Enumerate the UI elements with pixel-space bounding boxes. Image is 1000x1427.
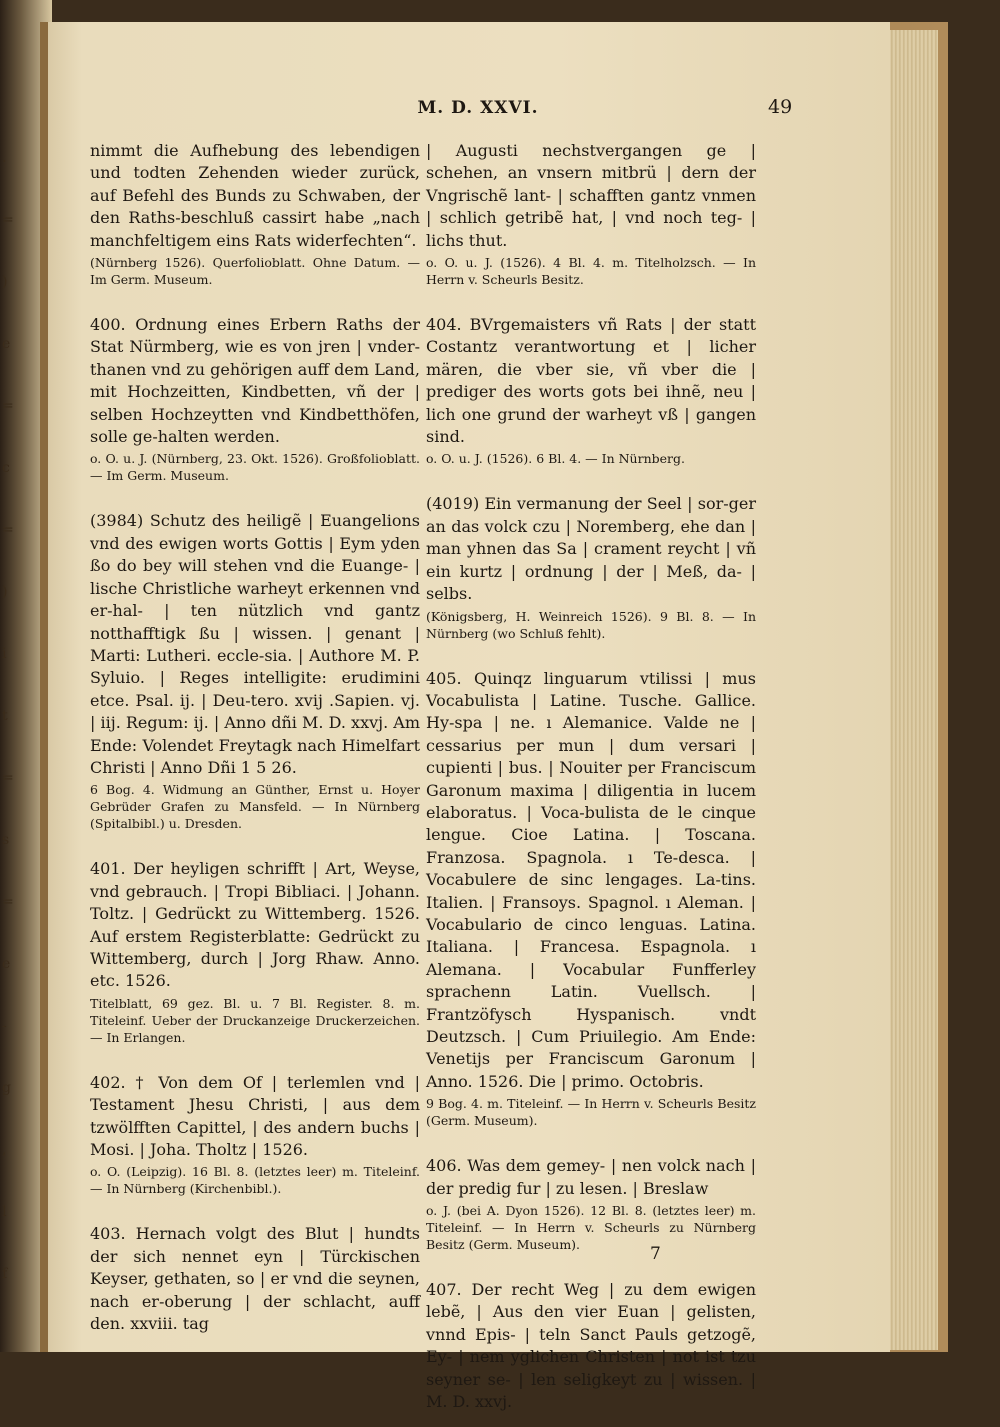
book-page bbox=[48, 22, 890, 1412]
margin-mark: g bbox=[2, 1080, 11, 1096]
entry-note: o. J. (bei A. Dyon 1526). 12 Bl. 8. (letztes leer) m. Titeleinf. — In Herrn v. Scheurls zu Nürnberg Besitz (Germ. Museum). bbox=[426, 1203, 756, 1253]
entry-403-continued bbox=[426, 140, 756, 288]
running-head: M. D. XXVI. bbox=[417, 98, 539, 118]
entry-401 bbox=[90, 858, 420, 1045]
entry-body: 407. Der recht Weg | zu dem ewigen lebẽ, | Aus den vier Euan | gelisten, vnnd Epis- | teln Sanct Pauls getzogẽ, Ey- | nem yglichen Christen | not ist tzu seyner se- | len seligkeyt zu | wissen. | M. D. xxvj. bbox=[426, 1280, 756, 1412]
entry-407 bbox=[426, 1279, 756, 1413]
margin-mark: ) bbox=[2, 274, 8, 290]
margin-mark: , bbox=[2, 1142, 7, 1158]
margin-mark: = bbox=[2, 522, 14, 538]
entry-body: | Augusti nechstvergangen ge | schehen, an vnsern mitbrü | dern der Vngrischẽ lant- | schafften gantz vnmen | schlich getribẽ hat, | vnd noch teg- | lichs thut. bbox=[426, 141, 756, 250]
entry-404 bbox=[426, 314, 756, 467]
margin-mark: ) bbox=[2, 584, 8, 600]
margin-mark: = bbox=[2, 894, 14, 910]
page-number: 49 bbox=[768, 96, 793, 118]
entry-400 bbox=[90, 314, 420, 484]
entry-note: o. O. (Leipzig). 16 Bl. 8. (letztes leer) m. Titeleinf. — In Nürnberg (Kirchenbibl.). bbox=[90, 1164, 420, 1197]
entry-body: (4019) Ein vermanung der Seel | sor-ger an das volck czu | Noremberg, ehe dan | man yhnen das Sa | crament reycht | vñ ein kurtz | ordnung | der | Meß, da- | selbs. bbox=[426, 494, 756, 604]
margin-mark: f bbox=[2, 1266, 8, 1282]
entry-continuation bbox=[90, 140, 420, 288]
margin-mark: = bbox=[2, 770, 14, 786]
entry-note: o. O. u. J. (Nürnberg, 23. Okt. 1526). Großfolioblatt. — Im Germ. Museum. bbox=[90, 451, 420, 484]
entry-body: 405. Quinqz linguarum vtilissi | mus Vocabulista | Latine. Tusche. Gallice. Hy-spa | ne. ı Alemanice. Valde ne | cessarius per mun | dum versari | cupienti | bus. | Nouiter per Franciscum Garonum maxima | diligentia in lucem elaboratus. | Voca-bulista de le cinque lengue. Cioe Latina. | Toscana. Franzosa. Spagnola. ı Te-desca. | Vocabulere de sinc lengages. La-tins. Italien. | Fransoys. Spagnol. ı Aleman. | Vocabulario de cinco lenguas. Latina. Italiana. | Francesa. Espagnola. ı Alemana. | Vocabular Funfferley sprachenn Latin. Vuellsch. | Frantzöfysch Hyspanisch. vndt Deutzsch. | Cum Priuilegio. Am Ende: Venetijs per Franciscum Garonum | Anno. 1526. Die | primo. Octobris. bbox=[426, 668, 756, 1091]
entry-405 bbox=[426, 668, 756, 1130]
margin-mark: = bbox=[2, 212, 14, 228]
entry-note: 6 Bog. 4. Widmung an Günther, Ernst u. Hoyer Gebrüder Grafen zu Mansfeld. — In Nürnberg (Spitalbibl.) u. Dresden. bbox=[90, 782, 420, 832]
entry-note: (Königsberg, H. Weinreich 1526). 9 Bl. 8. — In Nürnberg (wo Schluß fehlt). bbox=[426, 608, 756, 641]
page-stack-edge bbox=[888, 30, 938, 1350]
entry-402 bbox=[90, 1072, 420, 1198]
entry-note: 9 Bog. 4. m. Titeleinf. — In Herrn v. Scheurls Besitz (Germ. Museum). bbox=[426, 1096, 756, 1129]
margin-mark: . bbox=[2, 150, 7, 166]
margin-mark: - bbox=[2, 1018, 7, 1034]
entry-3984 bbox=[90, 510, 420, 832]
margin-mark: t bbox=[2, 708, 8, 724]
right-column bbox=[426, 140, 756, 1427]
margin-mark: l bbox=[2, 1204, 7, 1220]
entry-body: nimmt die Aufhebung des lebendigen und todten Zehenden wieder zurück, auf Befehl des Bunds zu Schwaben, der den Raths-beschluß cassirt habe „nach manchfeltigem eins Rats widerfechten“. bbox=[90, 141, 420, 250]
entry-note: Titelblatt, 69 gez. Bl. u. 7 Bl. Register. 8. m. Titeleinf. Ueber der Druckanzeige Druckerzeichen. — In Erlangen. bbox=[90, 995, 420, 1045]
margin-mark: i bbox=[2, 646, 7, 662]
entry-body: 401. Der heyligen schrifft | Art, Weyse, vnd gebrauch. | Tropi Bibliaci. | Johann. Toltz. | Gedrückt zu Wittemberg. 1526. Auf erstem Registerblatte: Gedrückt zu Wittemberg, durch | Jorg Rhaw. Anno. etc. 1526. bbox=[90, 859, 420, 991]
entry-406 bbox=[426, 1155, 756, 1253]
signature-mark: 7 bbox=[650, 1244, 661, 1264]
entry-body: 400. Ordnung eines Erbern Raths der Stat Nürmberg, wie es von jren | vnder-thanen vnd zu gehörigen auff dem Land, mit Hochzeitten, Kindbetten, vñ der | selben Hochzeytten vnd Kindbetthöfen, solle ge-halten werden. bbox=[90, 315, 420, 447]
entry-note: (Nürnberg 1526). Querfolioblatt. Ohne Datum. — Im Germ. Museum. bbox=[90, 255, 420, 288]
margin-mark: c bbox=[2, 460, 10, 476]
entry-403 bbox=[90, 1223, 420, 1335]
entry-note: o. O. u. J. (1526). 6 Bl. 4. — In Nürnberg. bbox=[426, 451, 685, 467]
entry-body: 404. BVrgemaisters vñ Rats | der statt Costantz verantwortung et | licher mären, die vber sie, vñ vber die | prediger des worts gots bei ihnẽ, neu | lich one grund der warheyt vß | gangen sind. bbox=[426, 315, 756, 447]
margin-mark: e bbox=[2, 336, 11, 352]
entry-note: o. O. u. J. (1526). 4 Bl. 4. m. Titelholzsch. — In Herrn v. Scheurls Besitz. bbox=[426, 255, 756, 288]
entry-4019 bbox=[426, 493, 756, 641]
entry-body: 406. Was dem gemey- | nen volck nach | der predig fur | zu lesen. | Breslaw bbox=[426, 1156, 756, 1198]
left-column bbox=[90, 140, 420, 1349]
entry-body: (3984) Schutz des heiligẽ | Euangelions vnd des ewigen worts Gottis | Eym yden ßo do bey will stehen vnd die Euange- | lische Christliche warheyt erkennen vnd er-hal- | ten nützlich vnd gantz notthafftigk ßu | wissen. | genant | Marti: Lutheri. eccle-sia. | Authore M. P. Syluio. | Reges intelligite: erudimini etce. Psal. ij. | Deu-tero. xvij .Sapien. vj. | iij. Regum: ij. | Anno dñi M. D. xxvj. Am Ende: Volendet Freytagk nach Himelfart Christi | Anno Dñi 1 5 26. bbox=[90, 511, 420, 777]
margin-mark: = bbox=[2, 398, 14, 414]
margin-mark: e bbox=[2, 956, 11, 972]
entry-body: 403. Hernach volgt des Blut | hundts der sich nennet eyn | Türckischen Keyser, gethaten, so | er vnd die seynen, nach er-oberung | der schlacht, auff den. xxviii. tag bbox=[90, 1224, 420, 1334]
margin-mark: s bbox=[2, 832, 10, 848]
entry-body: 402. † Von dem Of | terlemlen vnd | Testament Jhesu Christi, | aus dem tzwölfften Capittel, | des andern buchs | Mosi. | Joha. Tholtz | 1526. bbox=[90, 1072, 420, 1159]
